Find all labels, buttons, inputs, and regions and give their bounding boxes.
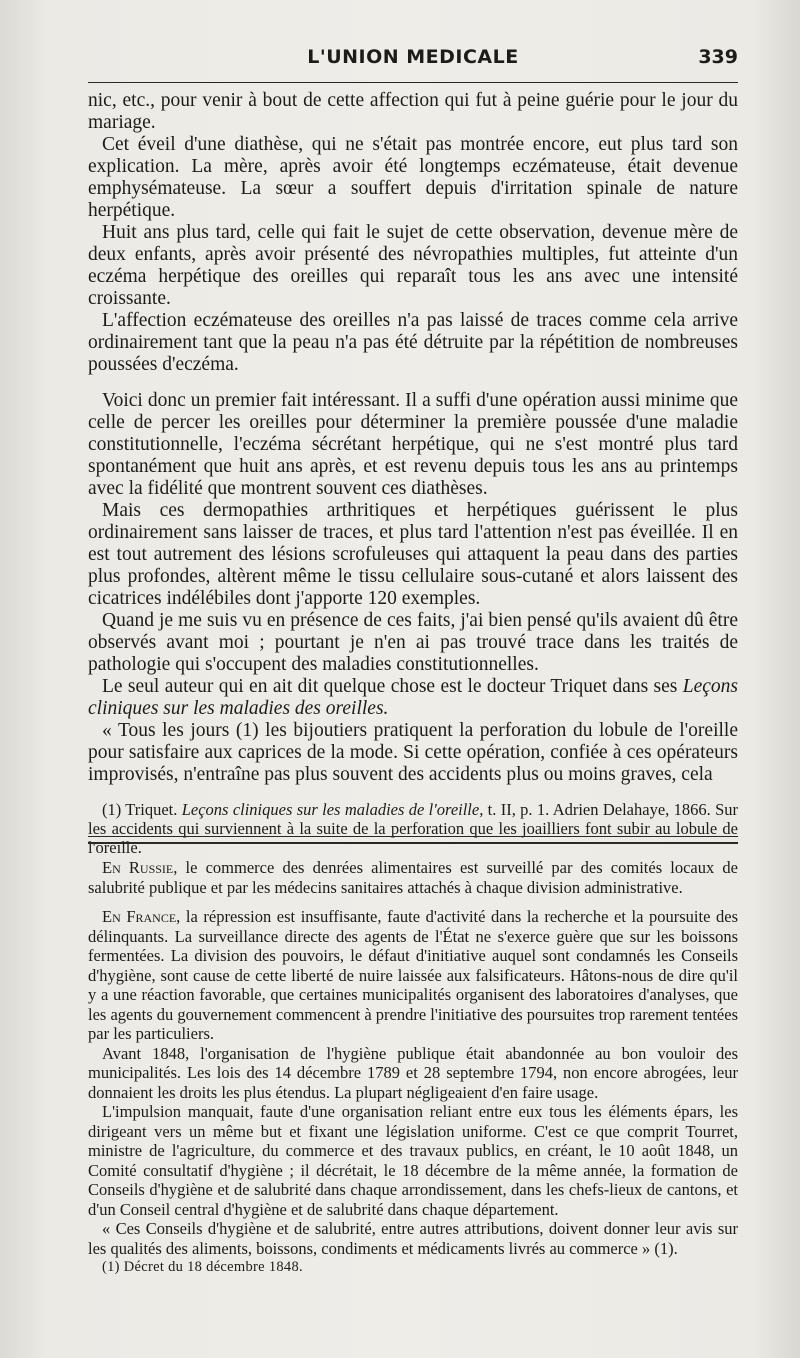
footnote-end: t. II, p. 1. Adrien Delahaye, 1866. Sur les accidents qui surviennent à la suite de la perforation que les joailliers font subir au lobule de l'oreille. — [88, 800, 738, 857]
paragraph-5: Voici donc un premier fait intéressant. Il a suffi d'une opération aussi minime que celle de percer les oreilles pour déterminer la première poussée d'une maladie constitutionnelle, l'eczéma sécrétant herpétique, qui ne s'est montré plus tard spontanément que huit ans après, et est revenu depuis tous les ans au printemps avec la fidélité que montrent souvent ces diathèses. — [88, 390, 738, 499]
footnote-text — [88, 800, 738, 857]
paragraph-8-text: Le seul auteur qui en ait dit quelque chose est le docteur Triquet dans ses — [102, 676, 683, 697]
paragraph-8 — [88, 676, 738, 720]
lower-paragraph-4: L'impulsion manquait, faute d'une organisation reliant entre eux tous les éléments épars, les dirigeant vers un même but et fixant une législation uniforme. C'est ce que comprit Tourret, ministre de l'agriculture, du commerce et des travaux publics, en créant, le 10 août 1848, un Comité consultatif d'hygiène ; il décrétait, le 18 décembre de la même année, la formation de Conseils d'hygiène et de salubrité dans chaque arrondissement, dans les chefs-lieux de cantons, et d'un Conseil central d'hygiène et de salubrité dans chaque département. — [88, 1102, 738, 1219]
section-divider — [88, 836, 738, 844]
france-label: En France, — [102, 907, 181, 926]
lower-text-body — [88, 858, 738, 1278]
russie-text: le commerce des denrées alimentaires est surveillé par des comités locaux de salubrité publique et par les médecins sanitaires attachés à chaque division administrative. — [88, 858, 738, 897]
paragraph-7: Quand je me suis vu en présence de ces faits, j'ai bien pensé qu'ils avaient dû être observés avant moi ; pourtant je n'en ai pas trouvé trace dans les traités de pathologie qui s'occupent des maladies constitutionnelles. — [88, 610, 738, 675]
paragraph-2: Cet éveil d'une diathèse, qui ne s'était pas montrée encore, eut plus tard son explication. La mère, après avoir été longtemps eczémateuse, était devenue emphysémateuse. La sœur a souffert depuis d'irritation spinale de nature herpétique. — [88, 134, 738, 221]
footnote — [88, 800, 738, 857]
paragraph-3: Huit ans plus tard, celle qui fait le sujet de cette observation, devenue mère de deux enfants, après avoir présenté des névropathies multiples, fut atteinte d'un eczéma herpétique des oreilles qui reparaît tous les ans avec une intensité croissante. — [88, 222, 738, 309]
lower-footnote: (1) Décret du 18 décembre 1848. — [102, 1259, 303, 1275]
paragraph-9: « Tous les jours (1) les bijoutiers pratiquent la perforation du lobule de l'oreille pour satisfaire aux caprices de la mode. Si cette opération, confiée à ces opérateurs improvisés, n'entraîne pas plus souvent des accidents plus ou moins graves, cela — [88, 720, 738, 785]
russie-paragraph — [88, 858, 738, 897]
page-header — [88, 46, 738, 74]
france-paragraph — [88, 907, 738, 1044]
footnote-start: (1) Triquet. — [102, 800, 182, 819]
page-number: 339 — [698, 46, 738, 68]
running-title: L'UNION MEDICALE — [307, 46, 519, 68]
paragraph-1: nic, etc., pour venir à bout de cette affection qui fut à peine guérie pour le jour du mariage. — [88, 90, 738, 133]
main-text-body — [88, 90, 738, 857]
russie-label: En Russie, — [102, 858, 178, 877]
paragraph-6: Mais ces dermopathies arthritiques et herpétiques guérissent le plus ordinairement sans laisser de traces, et plus tard l'attention n'est pas éveillée. Il en est tout autrement des lésions scrofuleuses qui attaquent la peau dans des parties plus profondes, altèrent même le tissu cellulaire sous-cutané et alors laissent des cicatrices indélébiles dont j'apporte 120 exemples. — [88, 500, 738, 609]
paragraph-4: L'affection eczémateuse des oreilles n'a pas laissé de traces comme cela arrive ordinairement tant que la peau n'a pas été détruite par la répétition de nombreuses poussées d'eczéma. — [88, 310, 738, 375]
lower-paragraph-5: « Ces Conseils d'hygiène et de salubrité, entre autres attributions, doivent donner leur avis sur les qualités des aliments, boissons, condiments et médicaments livrés au commerce » (1). — [88, 1219, 738, 1258]
paragraph-8-book-title: Leçons cliniques sur les maladies des oreilles. — [88, 676, 738, 719]
footnote-book-title: Leçons cliniques sur les maladies de l'oreille, — [181, 800, 484, 819]
france-text: la répression est insuffisante, faute d'activité dans la recherche et la poursuite des délinquants. La surveillance directe des agents de l'État ne s'exerce guère que sur les boissons fermentées. La division des pouvoirs, le défaut d'initiative auquel sont condamnés les Conseils d'hygiène, sont cause de cette liberté de nuire laissée aux falsificateurs. Hâtons-nous de dire qu'il y a une réaction favorable, que certaines municipalités organisent des laboratoires d'analyses, que les agents du gouvernement commencent à prendre l'initiative des poursuites trop rarement tentées par les particuliers. — [88, 907, 739, 1043]
lower-paragraph-3: Avant 1848, l'organisation de l'hygiène publique était abandonnée au bon vouloir des municipalités. Les lois des 14 décembre 1789 et 28 septembre 1794, non encore abrogées, leur donnaient les droits les plus étendus. La plupart négligeaient d'en faire usage. — [88, 1043, 738, 1102]
header-rule — [88, 82, 738, 83]
